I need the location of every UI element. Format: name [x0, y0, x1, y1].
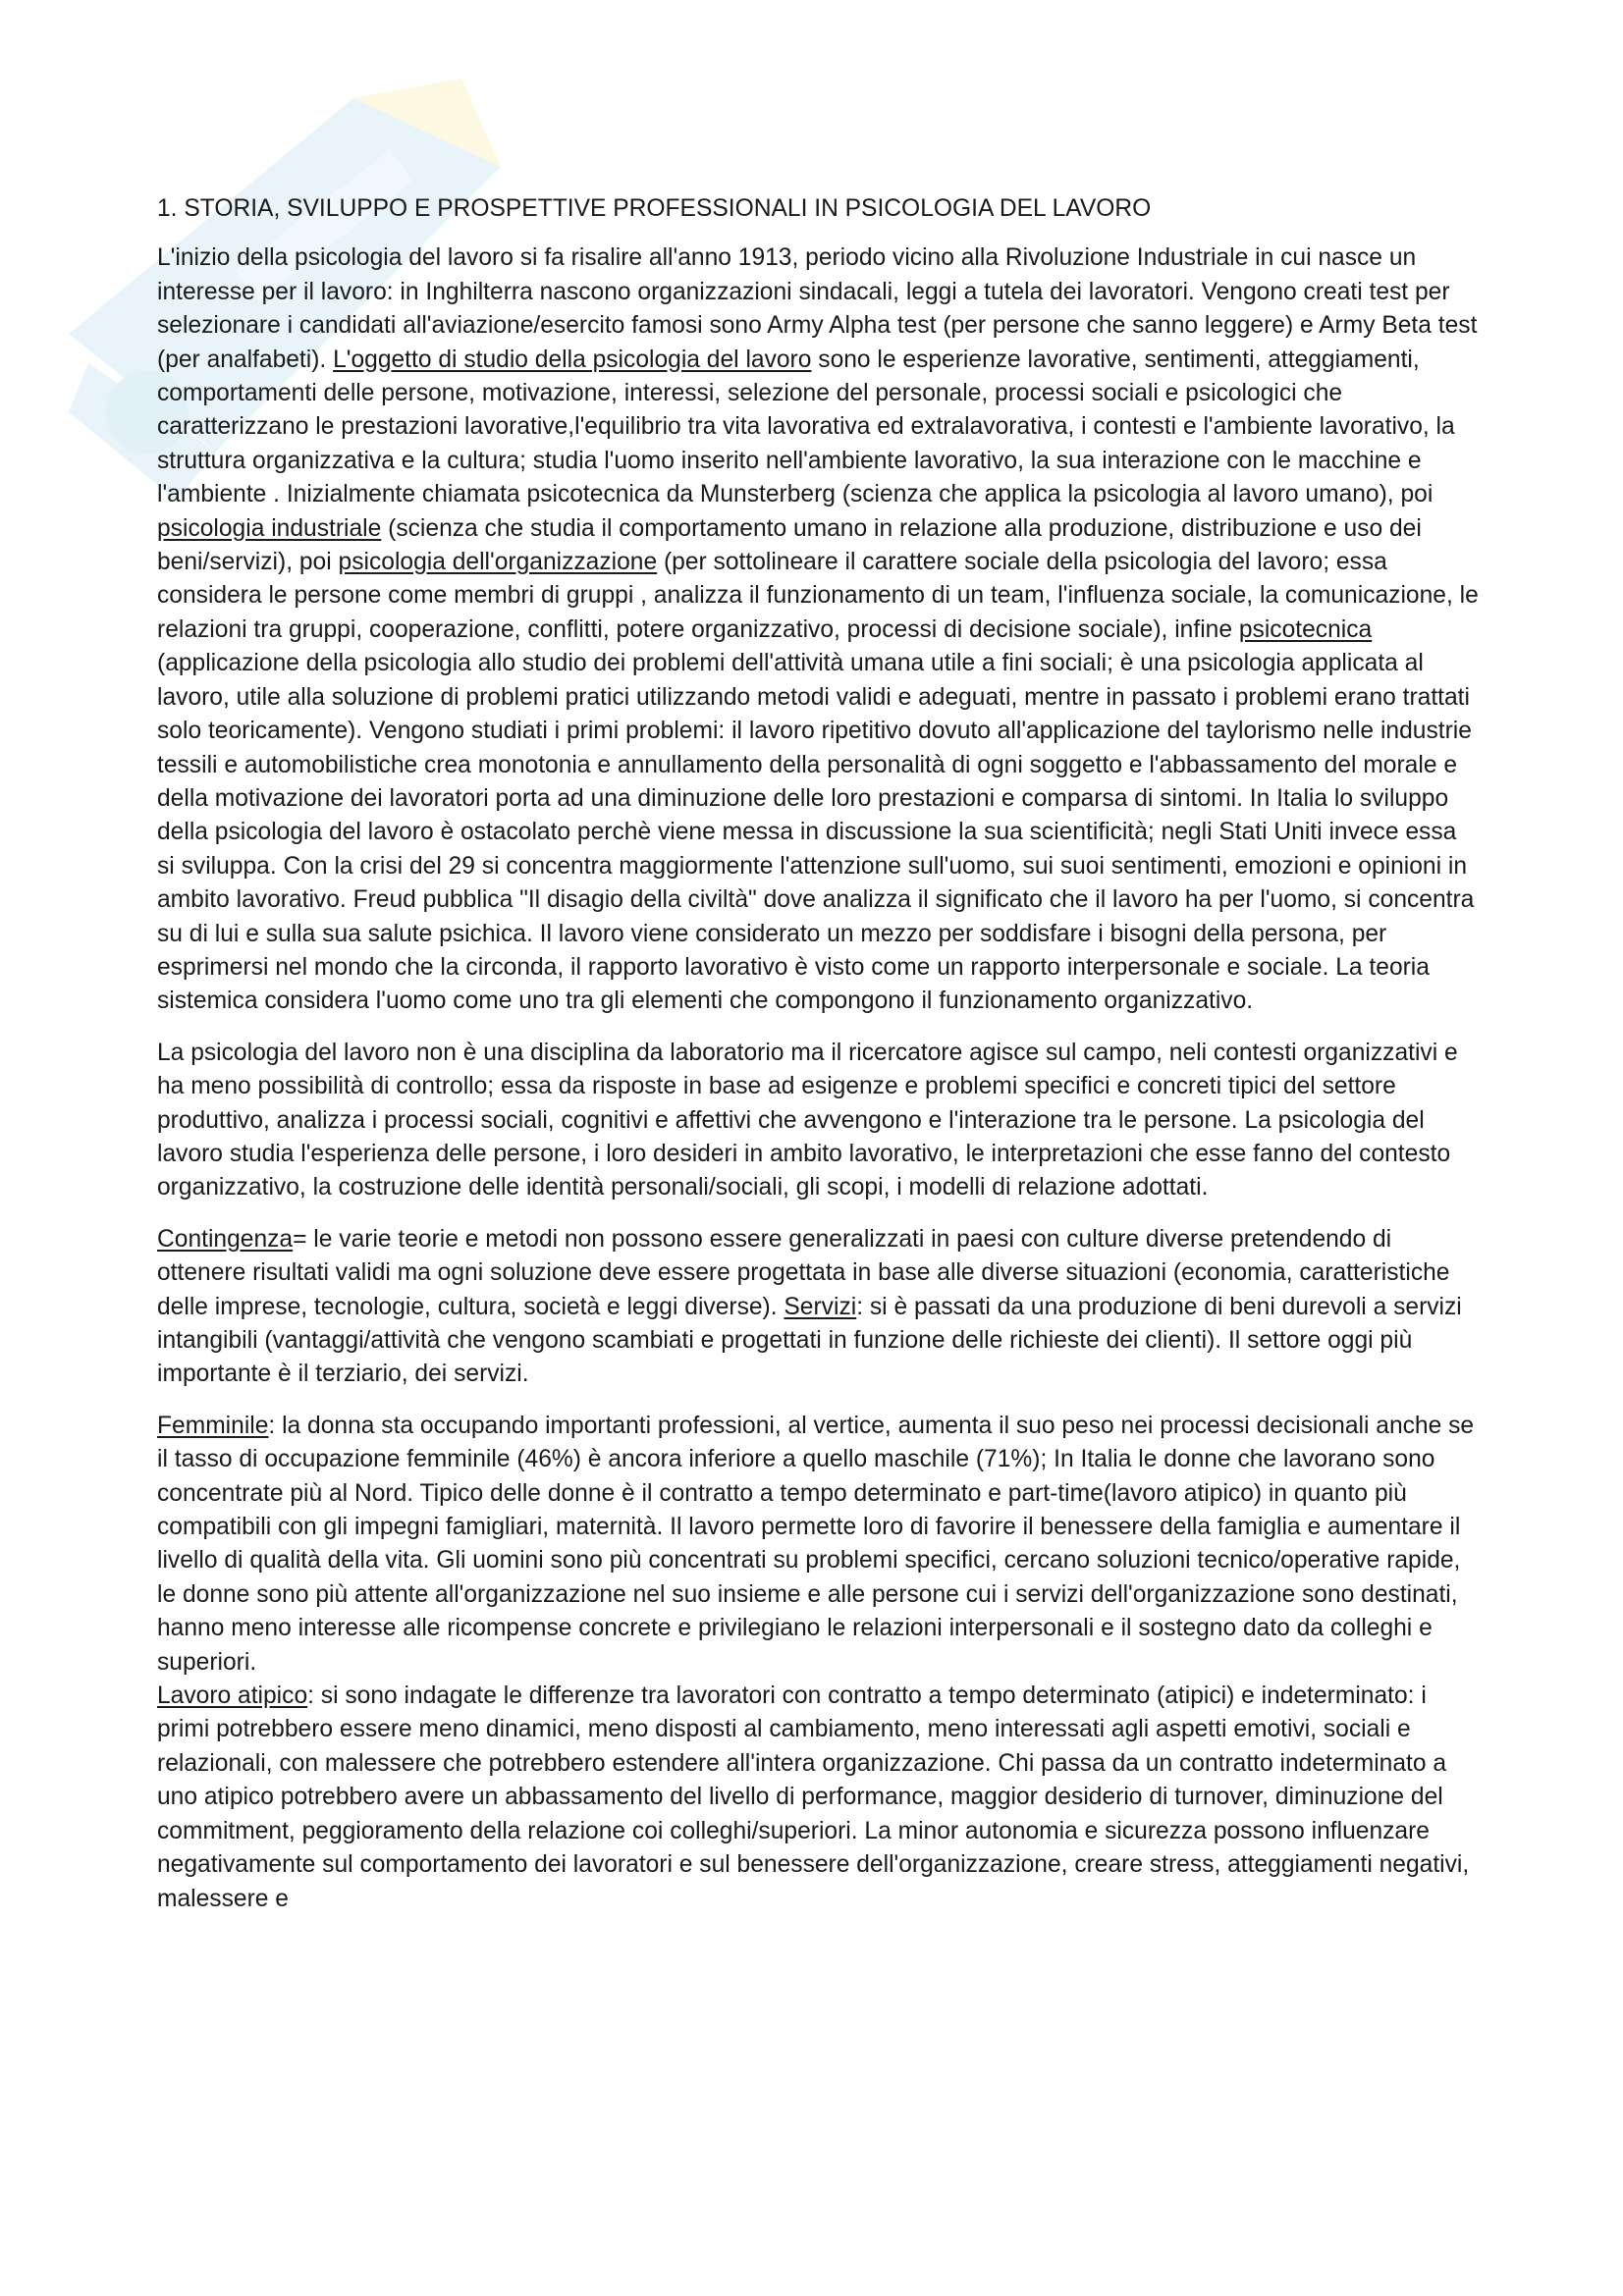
text-segment: : la donna sta occupando importanti professioni, al vertice, aumenta il suo peso nei processi decisionali anche se il tasso di occupazione femminile (46%) è ancora inferiore a quello maschile (71%); In Italia le donne che lavorano sono concentrate più al Nord. Tipico delle donne è il contratto a tempo determinato e part-time(lavoro atipico) in quanto più compatibili con gli impegni famigliari, maternità. Il lavoro permette loro di favorire il benessere della famiglia e aumentare il livello di qualità della vita. Gli uomini sono più concentrati su problemi specifici, cercano soluzioni tecnico/operative rapide, le donne sono più attente all'organizzazione nel suo insieme e alle persone cui i servizi dell'organizzazione sono destinati, hanno meno interesse alle ricompense concrete e privilegiano le relazioni interpersonali e il sostegno dato da colleghi e superiori.: [157, 1412, 1475, 1676]
text-segment: sono le esperienze lavorative, sentimenti, atteggiamenti, comportamenti delle persone, motivazione, interessi, selezione del personale, processi sociali e psicologici che caratterizzano le prestazioni lavorative,l'equilibrio tra vita lavorativa ed extralavorativa, i contesti e l'ambiente lavorativo, la struttura organizzativa e la cultura; studia l'uomo inserito nell'ambiente lavorativo, la sua interazione con le macchine e l'ambiente . Inizialmente chiamata psicotecnica da Munsterberg (scienza che applica la psicologia al lavoro umano), poi: [157, 346, 1455, 508]
text-segment: (applicazione della psicologia allo studio dei problemi dell'attività umana utile a fini sociali; è una psicologia applicata al lavoro, utile alla soluzione di problemi pratici utilizzando metodi validi e adeguati, mentre in passato i problemi erano trattati solo teoricamente). Vengono studiati i primi problemi: il lavoro ripetitivo dovuto all'applicazione del taylorismo nelle industrie tessili e automobilistiche crea monotonia e annullamento della personalità di ogni soggetto e l'abbassamento del morale e della motivazione dei lavoratori porta ad una diminuzione delle loro prestazioni e comparsa di sintomi. In Italia lo sviluppo della psicologia del lavoro è ostacolato perchè viene messa in discussione la sua scientificità; negli Stati Uniti invece essa si sviluppa. Con la crisi del 29 si concentra maggiormente l'attenzione sull'uomo, sui suoi sentimenti, emozioni e opinioni in ambito lavorativo. Freud pubblica "Il disagio della civiltà" dove analizza il significato che il lavoro ha per l'uomo, si concentra su di lui e sulla sua salute psichica. Il lavoro viene considerato un mezzo per soddisfare i bisogni della persona, per esprimersi nel mondo che la circonda, il rapporto lavorativo è visto come un rapporto interpersonale e sociale. La teoria sistemica considera l'uomo come uno tra gli elementi che compongono il funzionamento organizzativo.: [157, 650, 1475, 1015]
paragraph-history: [157, 241, 1479, 1018]
text-segment: L'inizio della psicologia del lavoro si fa risalire all'anno 1913, periodo vicino alla Rivoluzione Industriale in cui nasce un interesse per il lavoro: in Inghilterra nascono organizzazioni sindacali, leggi a tutela dei lavoratori. Vengono creati test per selezionare i candidati all'aviazione/esercito famosi sono Army Alpha test (per persone che sanno leggere) e Army Beta test (per analfabeti).: [157, 244, 1478, 373]
text-segment: : si sono indagate le differenze tra lavoratori con contratto a tempo determinato (atipici) e indeterminato: i primi potrebbero essere meno dinamici, meno disposti al cambiamento, meno interessati agli aspetti emotivi, sociali e relazionali, con malessere che potrebbero estendere all'intera organizzazione. Chi passa da un contratto indeterminato a uno atipico potrebbero avere un abbassamento del livello di performance, maggior desiderio di turnover, diminuzione del commitment, peggioramento della relazione coi colleghi/superiori. La minor autonomia e sicurezza possono influenzare negativamente sul comportamento dei lavoratori e sul benessere dell'organizzazione, creare stress, atteggiamenti negativi, malessere e: [157, 1682, 1470, 1912]
underlined-term-oggetto: L'oggetto di studio della psicologia del lavoro: [333, 346, 812, 373]
text-segment: = le varie teorie e metodi non possono essere generalizzati in paesi con culture diverse pretendendo di ottenere risultati validi ma ogni soluzione deve essere progettata in base alle diverse situazioni (economia, caratteristiche delle imprese, tecnologie, cultura, società e leggi diverse).: [157, 1225, 1450, 1320]
underlined-term-contingenza: Contingenza: [157, 1225, 294, 1253]
underlined-term-psicologia-organizzazione: psicologia dell'organizzazione: [338, 549, 658, 576]
paragraph-femminile: [157, 1410, 1479, 1680]
paragraph-contingenza-servizi: [157, 1223, 1479, 1392]
text-segment: (per sottolineare il carattere sociale della psicologia del lavoro; essa considera le persone come membri di gruppi , analizza il funzionamento di un team, l'influenza sociale, la comunicazione, le relazioni tra gruppi, cooperazione, conflitti, potere organizzativo, processi di decisione sociale), infine: [157, 549, 1479, 643]
underlined-term-lavoro-atipico: Lavoro atipico: [157, 1682, 308, 1710]
document-page: [157, 192, 1479, 1916]
underlined-term-psicologia-industriale: psicologia industriale: [157, 514, 382, 542]
text-segment: (scienza che studia il comportamento umano in relazione alla produzione, distribuzione e uso dei beni/servizi), poi: [157, 514, 1422, 576]
text-segment: La psicologia del lavoro non è una disciplina da laboratorio ma il ricercatore agisce sul campo, neli contesti organizzativi e ha meno possibilità di controllo; essa da risposte in base ad esigenze e problemi specifici e concreti tipici del settore produttivo, analizza i processi sociali, cognitivi e affettivi che avvengono e l'interazione tra le persone. La psicologia del lavoro studia l'esperienza delle persone, i loro desideri in ambito lavorativo, le interpretazioni che esse fanno del contesto organizzativo, la costruzione delle identità personali/sociali, gli scopi, i modelli di relazione adottati.: [157, 1039, 1458, 1201]
text-segment: : si è passati da una produzione di beni durevoli a servizi intangibili (vantaggi/attività che vengono scambiati e progettati in funzione delle richieste dei clienti). Il settore oggi più importante è il terziario, dei servizi.: [157, 1293, 1462, 1388]
paragraph-field-research: [157, 1037, 1479, 1205]
underlined-term-psicotecnica: psicotecnica: [1238, 615, 1373, 643]
document-title: 1. STORIA, SVILUPPO E PROSPETTIVE PROFESSIONALI IN PSICOLOGIA DEL LAVORO: [157, 195, 1152, 222]
paragraph-lavoro-atipico: [157, 1680, 1479, 1916]
underlined-term-servizi: Servizi: [784, 1293, 857, 1320]
underlined-term-femminile: Femminile: [157, 1412, 269, 1439]
